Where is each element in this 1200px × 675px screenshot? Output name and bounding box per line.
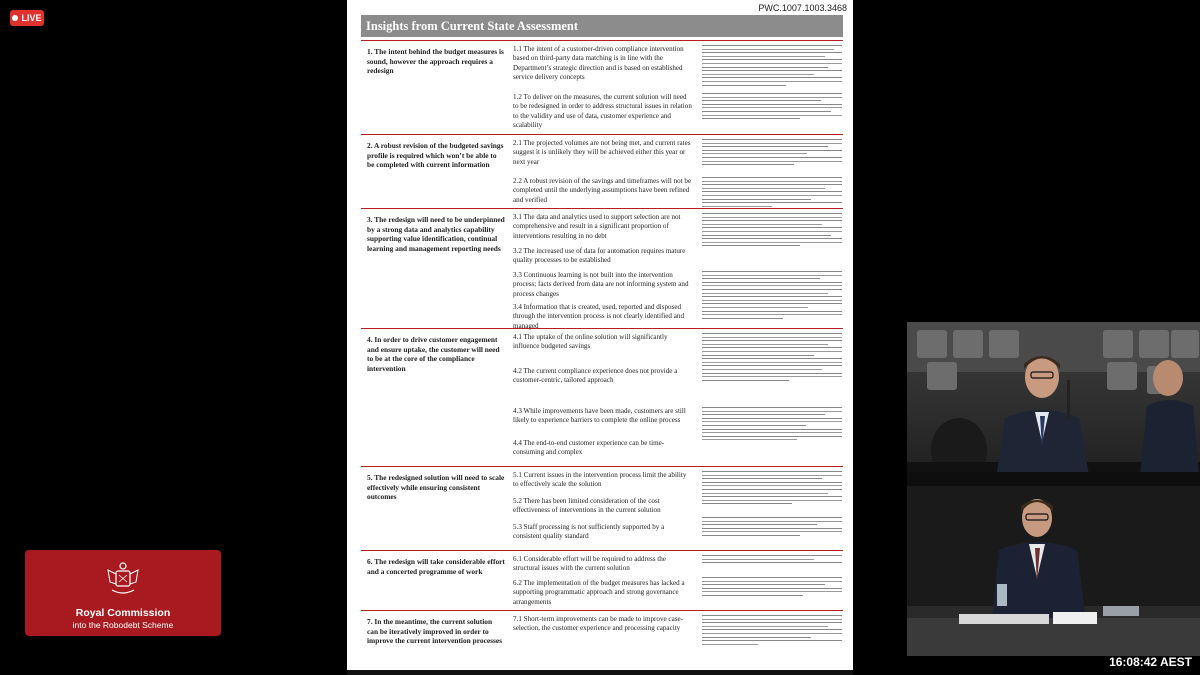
subpoint: 5.2 There has been limited consideration of the cost effectiveness of interventions in the current solution: [513, 497, 661, 515]
detail-text-block: [702, 93, 842, 122]
detail-text-block: [702, 577, 842, 599]
royal-commission-subtitle: into the Robodebt Scheme: [72, 620, 174, 630]
detail-text-block: [702, 471, 842, 507]
insight-text: 2. A robust revision of the budgeted savings profile is required which won’t be able to be completed with current information: [367, 141, 504, 170]
table-row: [361, 208, 843, 337]
insight-text: 1. The intent behind the budget measures is sound, however the approach requires a redesign: [367, 47, 504, 76]
counsel-camera-scene: [907, 486, 1200, 656]
subpoint: 6.2 The implementation of the budget measures has lacked a supporting programmatic approach and strong governance arrangements: [513, 579, 685, 606]
insight-text: 4. In order to drive customer engagement and ensure uptake, the customer will need to be at the core of the compliance intervention: [367, 335, 500, 373]
subpoint: 1.2 To deliver on the measures, the current solution will need to be redesigned in order to address structural issues in relation to the validity and use of data, customer experience and scalability: [513, 93, 692, 130]
insight-text: 3. The redesign will need to be underpinned by a strong data and analytics capability supporting value identification, continual learning and management reporting needs: [367, 215, 505, 253]
detail-text-block: [702, 45, 842, 88]
video-feed-witness: [907, 322, 1200, 486]
detail-text-block: [702, 333, 842, 383]
subpoint: 4.1 The uptake of the online solution will significantly influence budgeted savings: [513, 333, 668, 351]
coat-of-arms-icon: [103, 560, 143, 600]
subpoint: 5.3 Staff processing is not sufficiently supported by a consistent quality standard: [513, 523, 665, 541]
detail-text-block: [702, 407, 842, 443]
document-reference: PWC.1007.1003.3468: [758, 3, 847, 13]
table-row: [361, 40, 843, 139]
subpoint: 2.2 A robust revision of the savings and timeframes will not be completed until the underlying assumptions have been refined and verified: [513, 177, 692, 204]
table-row: [361, 328, 843, 467]
document-header: [347, 0, 853, 40]
detail-text-block: [702, 555, 842, 566]
detail-text-block: [702, 139, 842, 168]
document-page: [347, 0, 853, 670]
document-bottom-edge: [347, 670, 853, 675]
timestamp-clock: 16:08:42 AEST: [1109, 655, 1192, 669]
live-label: LIVE: [21, 13, 42, 23]
subpoint: 7.1 Short-term improvements can be made to improve case-selection, the customer experience and processing capacity: [513, 615, 684, 633]
video-feed-counsel: [907, 486, 1200, 656]
detail-text-block: [702, 615, 842, 647]
subpoint: 6.1 Considerable effort will be required to address the structural issues with the current solution: [513, 555, 666, 573]
detail-text-block: [702, 177, 842, 209]
table-row: [361, 610, 843, 670]
table-row: [361, 466, 843, 551]
table-row: [361, 550, 843, 609]
document-title: Insights from Current State Assessment: [361, 15, 843, 37]
table-row: [361, 134, 843, 211]
subpoint: 3.2 The increased use of data for automation requires mature quality processes to be established: [513, 247, 686, 265]
royal-commission-name: Royal Commission: [75, 607, 171, 619]
witness-camera-scene: [907, 322, 1200, 486]
subpoint: 3.4 Information that is created, used, reported and disposed through the intervention process is not clearly identified and managed: [513, 303, 684, 330]
insight-text: 5. The redesigned solution will need to scale effectively while ensuring consistent outcomes: [367, 473, 505, 502]
subpoint: 4.2 The current compliance experience does not provide a customer-centric, tailored approach: [513, 367, 678, 385]
subpoint: 3.3 Continuous learning is not built into the intervention process; facts derived from data are not informing system and process changes: [513, 271, 689, 298]
detail-text-block: [702, 213, 842, 249]
subpoint: 3.1 The data and analytics used to support selection are not comprehensive and result in a significant proportion of interventions resulting in no debt: [513, 213, 681, 240]
insight-text: 6. The redesign will take considerable effort and a concerted programme of work: [367, 557, 505, 576]
subpoint: 1.1 The intent of a customer-driven compliance intervention based on third-party data matching is in line with the Department’s strategic direction and is based on established service delivery concepts: [513, 45, 684, 82]
royal-commission-logo: [25, 550, 221, 636]
subpoint: 5.1 Current issues in the intervention process limit the ability to effectively scale the solution: [513, 471, 687, 489]
live-dot-icon: [12, 15, 18, 21]
live-badge: [10, 10, 44, 26]
subpoint: 4.4 The end-to-end customer experience can be time-consuming and complex: [513, 439, 665, 457]
insight-text: 7. In the meantime, the current solution can be iteratively improved in order to improve the current intervention processes: [367, 617, 503, 646]
detail-text-block: [702, 271, 842, 321]
subpoint: 2.1 The projected volumes are not being met, and current rates suggest it is unlikely they will be achieved either this year or next year: [513, 139, 691, 166]
detail-text-block: [702, 517, 842, 539]
subpoint: 4.3 While improvements have been made, customers are still likely to experience barriers to complete the online process: [513, 407, 686, 425]
